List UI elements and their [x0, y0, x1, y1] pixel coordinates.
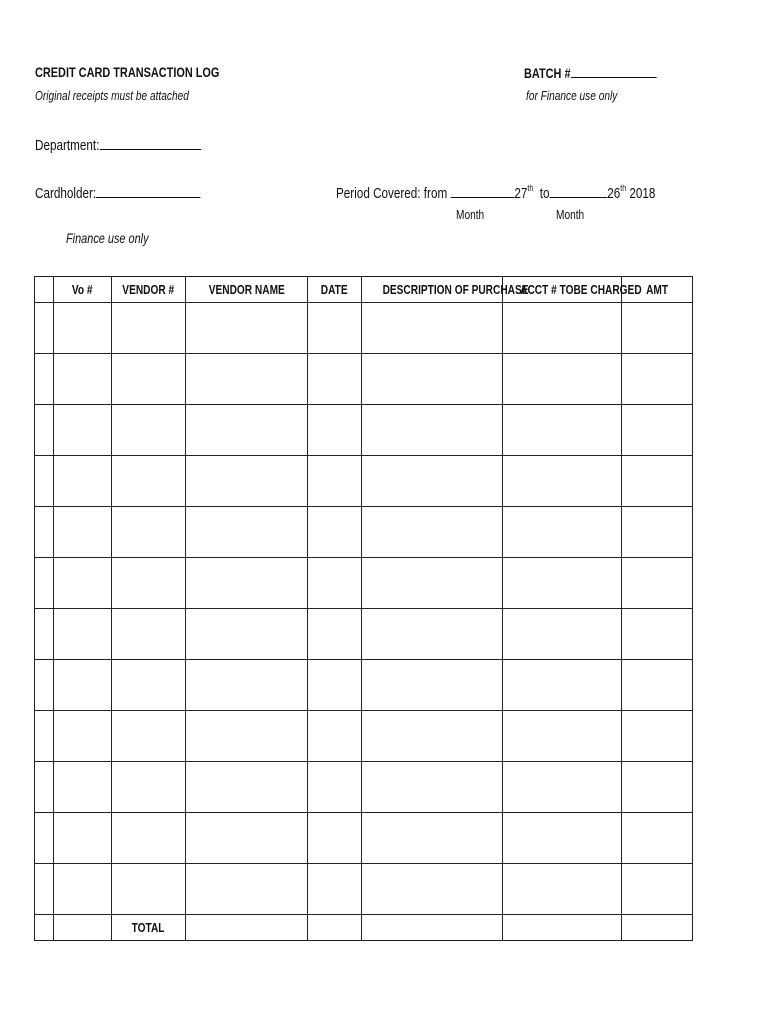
table-cell[interactable]	[362, 405, 503, 456]
table-cell[interactable]	[186, 660, 308, 711]
table-cell[interactable]	[35, 354, 54, 405]
total-cell[interactable]	[503, 915, 622, 941]
table-cell[interactable]	[54, 813, 112, 864]
total-cell[interactable]	[308, 915, 362, 941]
table-row	[35, 609, 693, 660]
cardholder-input-line[interactable]	[96, 183, 201, 198]
table-cell[interactable]	[112, 507, 186, 558]
header-index	[35, 277, 54, 303]
table-cell[interactable]	[112, 762, 186, 813]
total-amount-cell[interactable]	[622, 915, 693, 941]
table-cell[interactable]	[308, 354, 362, 405]
total-cell[interactable]	[362, 915, 503, 941]
table-cell[interactable]	[362, 354, 503, 405]
period-end-day: 26	[607, 185, 621, 202]
table-cell[interactable]	[35, 711, 54, 762]
table-cell[interactable]	[308, 303, 362, 354]
table-cell[interactable]	[186, 864, 308, 915]
period-end-month-line[interactable]	[550, 183, 608, 198]
table-row	[35, 762, 693, 813]
table-cell[interactable]	[54, 507, 112, 558]
table-cell[interactable]	[54, 405, 112, 456]
header-vendor-number: VENDOR #	[112, 277, 186, 303]
total-row	[35, 915, 693, 941]
table-row	[35, 354, 693, 405]
form-subtitle: Original receipts must be attached	[35, 88, 189, 103]
table-cell[interactable]	[362, 303, 503, 354]
finance-use-only-note: Finance use only	[66, 230, 149, 246]
table-cell[interactable]	[54, 303, 112, 354]
table-row	[35, 660, 693, 711]
table-row	[35, 405, 693, 456]
table-cell[interactable]	[308, 762, 362, 813]
table-cell[interactable]	[362, 507, 503, 558]
table-cell[interactable]	[54, 864, 112, 915]
table-cell[interactable]	[622, 762, 693, 813]
table-cell[interactable]	[35, 456, 54, 507]
period-year: 2018	[629, 185, 656, 202]
header-account: ACCT # TOBE CHARGED	[503, 277, 622, 303]
table-cell[interactable]	[622, 405, 693, 456]
table-cell[interactable]	[308, 558, 362, 609]
period-label: Period Covered: from	[336, 185, 448, 202]
table-cell[interactable]	[362, 456, 503, 507]
table-header-row	[35, 277, 693, 303]
batch-input-line[interactable]	[571, 64, 657, 78]
table-cell[interactable]	[622, 507, 693, 558]
department-input-line[interactable]	[99, 135, 200, 150]
table-row	[35, 456, 693, 507]
table-cell[interactable]	[308, 660, 362, 711]
month-label-end: Month	[556, 207, 585, 222]
table-cell[interactable]	[362, 864, 503, 915]
table-cell[interactable]	[112, 864, 186, 915]
cardholder-field[interactable]	[35, 183, 247, 202]
table-row	[35, 558, 693, 609]
table-cell[interactable]	[35, 813, 54, 864]
header-description: DESCRIPTION OF PURCHASE	[362, 277, 503, 303]
table-cell[interactable]	[186, 762, 308, 813]
table-cell[interactable]	[35, 303, 54, 354]
period-to: to	[539, 185, 550, 202]
table-cell[interactable]	[112, 660, 186, 711]
table-cell[interactable]	[308, 864, 362, 915]
table-cell[interactable]	[362, 711, 503, 762]
table-cell[interactable]	[622, 813, 693, 864]
table-cell[interactable]	[186, 711, 308, 762]
table-cell[interactable]	[503, 864, 622, 915]
table-cell[interactable]	[186, 303, 308, 354]
table-cell	[35, 915, 54, 941]
period-end-suffix: th	[620, 183, 627, 193]
table-cell[interactable]	[35, 405, 54, 456]
table-cell[interactable]	[503, 456, 622, 507]
table-cell[interactable]	[186, 558, 308, 609]
table-cell[interactable]	[622, 864, 693, 915]
table-cell[interactable]	[186, 456, 308, 507]
table-row	[35, 711, 693, 762]
table-cell[interactable]	[503, 405, 622, 456]
header-date: DATE	[308, 277, 362, 303]
table-cell[interactable]	[54, 354, 112, 405]
table-cell[interactable]	[362, 660, 503, 711]
table-cell[interactable]	[186, 813, 308, 864]
table-cell[interactable]	[112, 558, 186, 609]
table-cell[interactable]	[362, 813, 503, 864]
period-covered	[336, 183, 746, 202]
table-cell[interactable]	[622, 558, 693, 609]
table-cell[interactable]	[112, 813, 186, 864]
header-vendor-name: VENDOR NAME	[186, 277, 308, 303]
batch-label: BATCH #	[524, 65, 571, 81]
table-cell[interactable]	[503, 813, 622, 864]
table-cell[interactable]	[54, 660, 112, 711]
table-cell[interactable]	[622, 609, 693, 660]
table-cell[interactable]	[186, 507, 308, 558]
total-cell[interactable]	[186, 915, 308, 941]
table-row	[35, 303, 693, 354]
table-cell[interactable]	[35, 558, 54, 609]
table-cell[interactable]	[622, 660, 693, 711]
table-row	[35, 507, 693, 558]
table-cell[interactable]	[186, 354, 308, 405]
cardholder-label: Cardholder:	[35, 185, 97, 202]
table-cell[interactable]	[503, 354, 622, 405]
table-cell[interactable]	[622, 456, 693, 507]
table-cell[interactable]	[308, 711, 362, 762]
period-start-suffix: th	[527, 183, 534, 193]
table-cell[interactable]	[308, 609, 362, 660]
table-cell[interactable]	[35, 864, 54, 915]
table-cell[interactable]	[112, 609, 186, 660]
table-cell[interactable]	[362, 609, 503, 660]
table-cell[interactable]	[503, 507, 622, 558]
table-cell[interactable]	[54, 711, 112, 762]
total-label: TOTAL	[112, 915, 186, 941]
table-cell[interactable]	[112, 303, 186, 354]
department-label: Department:	[35, 137, 100, 154]
table-cell[interactable]	[112, 456, 186, 507]
form-title: CREDIT CARD TRANSACTION LOG	[35, 64, 220, 80]
table-cell[interactable]	[54, 762, 112, 813]
table-row	[35, 864, 693, 915]
table-cell[interactable]	[622, 303, 693, 354]
table-cell[interactable]	[54, 609, 112, 660]
transaction-table	[34, 276, 693, 941]
table-cell[interactable]	[622, 711, 693, 762]
table-cell[interactable]	[503, 609, 622, 660]
table-row	[35, 813, 693, 864]
period-start-day: 27	[514, 185, 528, 202]
table-cell[interactable]	[186, 405, 308, 456]
batch-field[interactable]	[524, 64, 694, 81]
table-cell[interactable]	[186, 609, 308, 660]
table-cell[interactable]	[308, 507, 362, 558]
month-label-start: Month	[456, 207, 485, 222]
table-cell[interactable]	[35, 507, 54, 558]
table-cell[interactable]	[112, 405, 186, 456]
batch-finance-note: for Finance use only	[526, 88, 618, 103]
table-cell[interactable]	[503, 558, 622, 609]
table-cell[interactable]	[35, 609, 54, 660]
table-cell[interactable]	[35, 762, 54, 813]
table-cell[interactable]	[112, 354, 186, 405]
table-cell[interactable]	[622, 354, 693, 405]
table-cell	[54, 915, 112, 941]
table-cell[interactable]	[54, 558, 112, 609]
table-cell[interactable]	[112, 711, 186, 762]
table-cell[interactable]	[503, 303, 622, 354]
header-vo-number: Vo #	[54, 277, 112, 303]
table-cell[interactable]	[308, 813, 362, 864]
header-amount: AMT	[622, 277, 693, 303]
table-cell[interactable]	[503, 711, 622, 762]
table-cell[interactable]	[503, 762, 622, 813]
table-cell[interactable]	[308, 405, 362, 456]
period-start-month-line[interactable]	[450, 183, 514, 198]
table-cell[interactable]	[308, 456, 362, 507]
table-cell[interactable]	[362, 762, 503, 813]
department-field[interactable]	[35, 135, 248, 154]
table-cell[interactable]	[503, 660, 622, 711]
table-cell[interactable]	[362, 558, 503, 609]
table-cell[interactable]	[35, 660, 54, 711]
table-cell[interactable]	[54, 456, 112, 507]
